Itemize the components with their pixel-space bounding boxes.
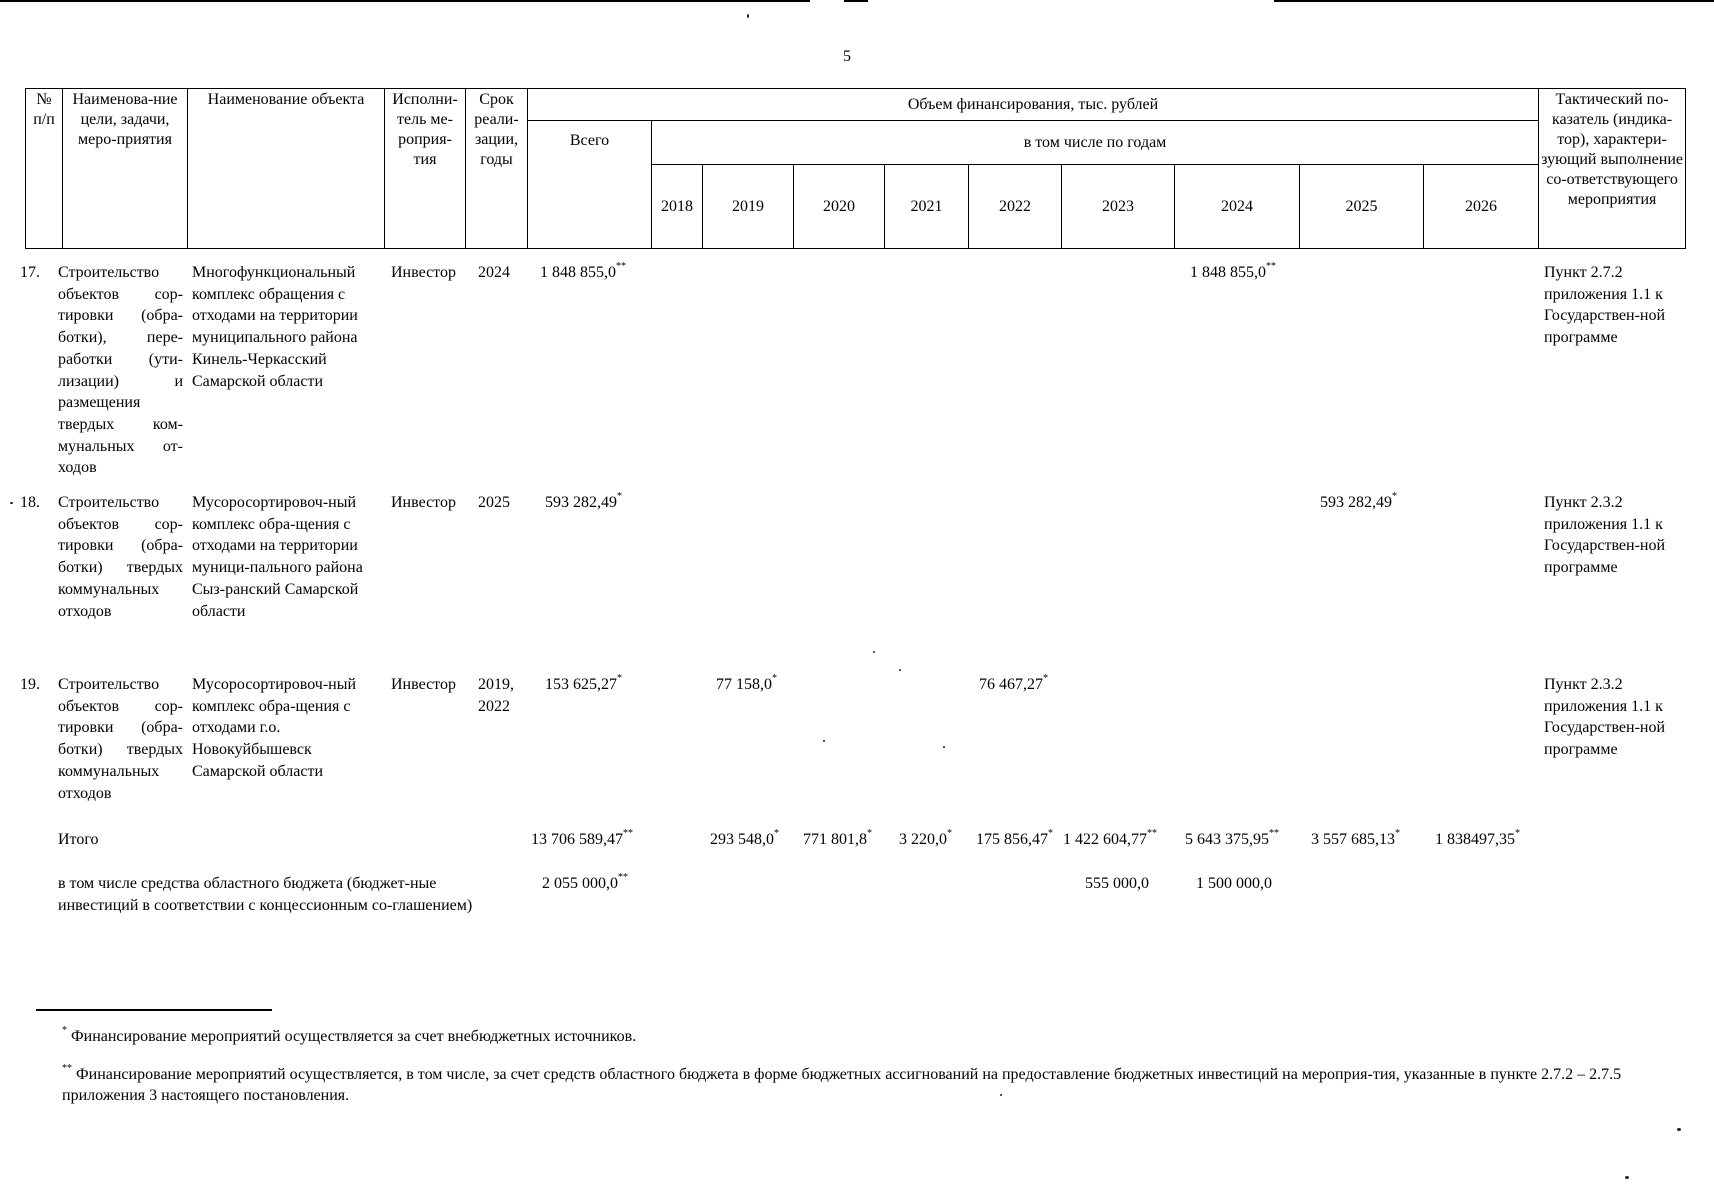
row-goal: Строительство объектов сор-тировки (обра-ботки) твердых коммунальных отходов — [58, 494, 183, 620]
scan-speck — [747, 14, 749, 18]
scan-speck — [899, 669, 901, 671]
header-year-2022: 2022 — [969, 165, 1062, 249]
header-year-2018: 2018 — [652, 165, 703, 249]
page-number: 5 — [843, 48, 851, 65]
header-year-2021: 2021 — [885, 165, 969, 249]
total-2021: 3 220,0* — [899, 827, 952, 848]
header-executor: Исполни-тель ме-роприя-тия — [385, 89, 466, 249]
header-term: Срок реали-зации, годы — [466, 89, 528, 249]
funding-table-header — [25, 88, 1686, 249]
scan-speck — [1677, 1128, 1681, 1131]
header-object-name: Наименование объекта — [188, 89, 385, 249]
row-number: 18. — [20, 494, 40, 511]
row-executor: Инвестор — [391, 676, 456, 693]
scan-speck — [823, 740, 825, 742]
row-value-2025: 593 282,49* — [1320, 490, 1397, 511]
header-funding: Объем финансирования, тыс. рублей — [528, 89, 1539, 121]
top-border-line — [844, 0, 868, 2]
row-term: 2024 — [478, 264, 510, 281]
header-total: Всего — [528, 121, 652, 249]
header-year-2019: 2019 — [703, 165, 794, 249]
row-object: Мусоросортировоч-ный комплекс обра-щения с отходами г.о. Новокуйбышевск Самарской области — [192, 676, 357, 780]
scan-speck — [943, 746, 945, 748]
regional-2024: 1 500 000,0 — [1196, 875, 1272, 892]
row-value-2019: 77 158,0* — [716, 672, 777, 693]
header-year-2025: 2025 — [1300, 165, 1424, 249]
row-object: Мусоросортировоч-ный комплекс обра-щения с отходами на территории муници-пального района Сыз-ранский Самарской области — [192, 494, 363, 620]
top-border-line — [1274, 0, 1714, 2]
total-2024: 5 643 375,95** — [1185, 827, 1279, 848]
row-term: 2025 — [478, 494, 510, 511]
scan-speck — [1000, 1094, 1002, 1096]
row-goal: Строительство объектов сор-тировки (обра-ботки), пере-работки (ути-лизации) и размещения твердых ком-мунальных от-ходов — [58, 264, 183, 477]
regional-2023: 555 000,0 — [1085, 875, 1149, 892]
row-total: 1 848 855,0** — [540, 260, 626, 281]
total-2020: 771 801,8* — [803, 827, 872, 848]
total-2019: 293 548,0* — [710, 827, 779, 848]
top-border-line — [0, 0, 810, 2]
total-2026: 1 838497,35* — [1435, 827, 1520, 848]
header-year-2020: 2020 — [794, 165, 885, 249]
regional-total: 2 055 000,0** — [542, 871, 628, 892]
header-year-2024: 2024 — [1175, 165, 1300, 249]
total-2022: 175 856,47* — [976, 827, 1053, 848]
row-number: 19. — [20, 676, 40, 693]
row-goal: Строительство объектов сор-тировки (обра-ботки) твердых коммунальных отходов — [58, 676, 183, 802]
row-executor: Инвестор — [391, 264, 456, 281]
row-executor: Инвестор — [391, 494, 456, 511]
row-indicator: Пункт 2.3.2 приложения 1.1 к Государствен-ной программе — [1544, 676, 1666, 759]
scan-speck — [10, 502, 13, 504]
row-value-2024: 1 848 855,0** — [1190, 260, 1276, 281]
row-term: 2019, 2022 — [478, 676, 514, 715]
total-label: Итого — [58, 831, 99, 848]
total-2023: 1 422 604,77** — [1063, 827, 1157, 848]
footnote-1: * Финансирование мероприятий осуществляется за счет внебюджетных источников. — [62, 1024, 637, 1045]
total-all: 13 706 589,47** — [531, 827, 633, 848]
header-goal-name: Наименова-ние цели, задачи, меро-приятия — [63, 89, 188, 249]
header-year-2026: 2026 — [1424, 165, 1539, 249]
total-2025: 3 557 685,13* — [1311, 827, 1400, 848]
row-number: 17. — [20, 264, 40, 281]
header-year-2023: 2023 — [1062, 165, 1175, 249]
row-total: 153 625,27* — [545, 672, 622, 693]
row-total: 593 282,49* — [545, 490, 622, 511]
header-num: № п/п — [26, 89, 63, 249]
row-object: Многофункциональный комплекс обращения с отходами на территории муниципального района Кинель-Черкасский Самарской области — [192, 264, 358, 390]
scan-speck — [873, 651, 875, 653]
row-indicator: Пункт 2.7.2 приложения 1.1 к Государствен-ной программе — [1544, 264, 1666, 347]
footnote-2: ** Финансирование мероприятий осуществляется, в том числе, за счет средств областного бюджета в форме бюджетных ассигнований на предоставление бюджетных инвестиций на мероприя-тия, указанные в пункте 2.7.2 – 2.7.5 приложения 3 настоящего постановления. — [62, 1062, 1622, 1104]
row-value-2022: 76 467,27* — [979, 672, 1048, 693]
footnote-separator — [36, 1009, 272, 1011]
row-indicator: Пункт 2.3.2 приложения 1.1 к Государствен-ной программе — [1544, 494, 1666, 577]
header-indicator: Тактический по-казатель (индика-тор), характери-зующий выполнение со-ответствующего мероприятия — [1539, 89, 1686, 249]
regional-label: в том числе средства областного бюджета (бюджет-ные инвестиций в соответствии с концессионным со-глашением) — [58, 875, 473, 914]
scan-speck — [1625, 1176, 1629, 1179]
header-by-years: в том числе по годам — [652, 121, 1539, 165]
